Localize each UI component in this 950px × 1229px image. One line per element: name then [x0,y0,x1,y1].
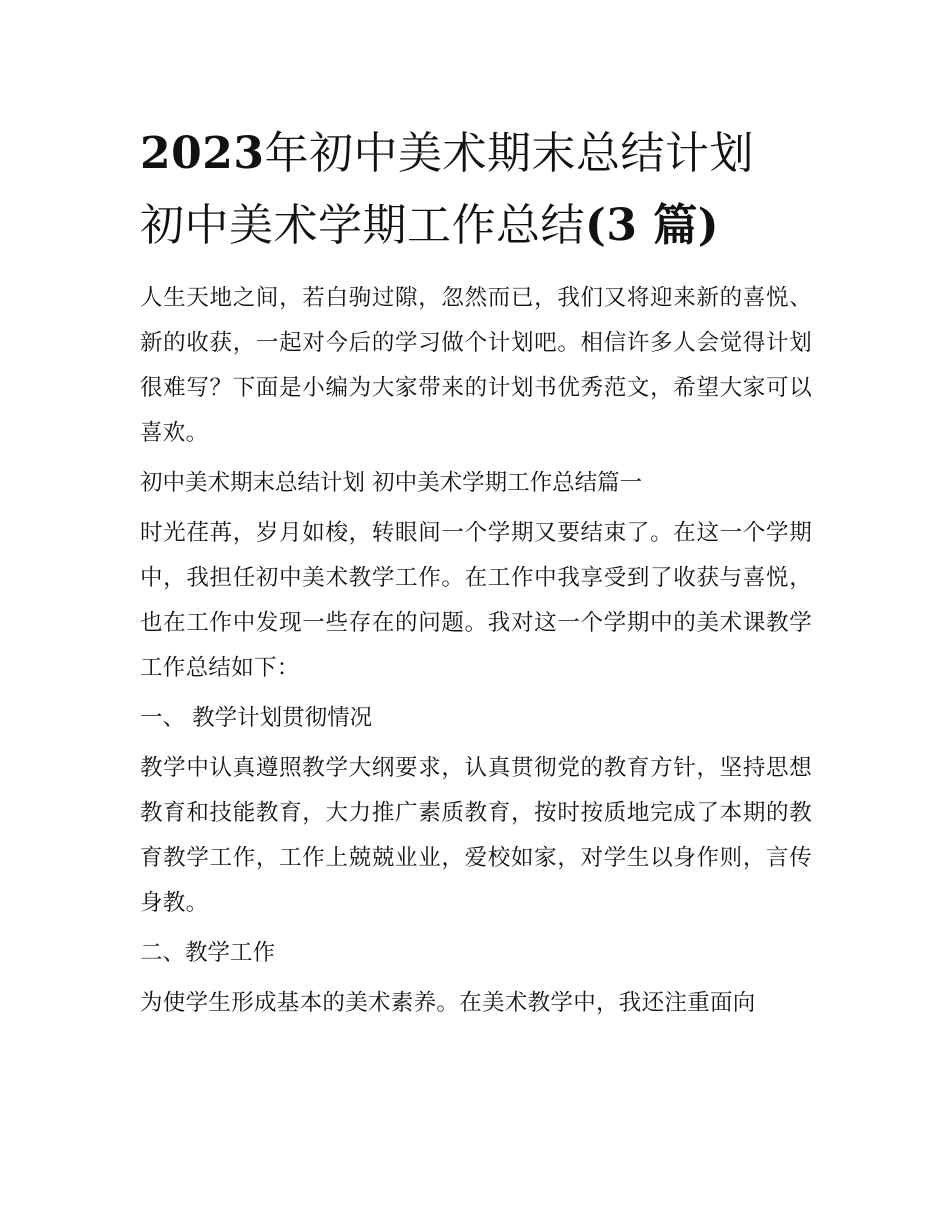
body-paragraph-3: 为使学生形成基本的美术素养。在美术教学中，我还注重面向 [140,990,756,1016]
body-paragraph-1: 时光荏苒，岁月如梭，转眼间一个学期又要结束了。在这一个学期中，我担任初中美术教学工作。在工作中我享受到了收获与喜悦，也在工作中发现一些存在的问题。我对这一个学期中的美术课教学工作总结如下： [140,520,812,681]
section-title: 初中美术期末总结计划 初中美术学期工作总结篇一 [140,470,643,496]
title-line-1 [140,118,812,190]
intro-paragraph: 人生天地之间，若白驹过隙，忽然而已，我们又将迎来新的喜悦、新的收获，一起对今后的学习做个计划吧。相信许多人会觉得计划很难写？下面是小编为大家带来的计划书优秀范文，希望大家可以喜欢。 [140,285,812,446]
document-page [140,118,812,1026]
title-line-2-text: 初中美术学期工作总结 [140,200,585,251]
title-year: 2023 [140,128,265,179]
section-heading-1: 一、 教学计划贯彻情况 [140,705,373,731]
body-paragraph-2: 教学中认真遵照教学大纲要求，认真贯彻党的教育方针，坚持思想教育和技能教育，大力推广素质教育，按时按质地完成了本期的教育教学工作，工作上兢兢业业，爱校如家，对学生以身作则，言传身教。 [140,755,812,916]
document-title [140,118,812,262]
title-line-2 [140,190,812,262]
section-heading-2: 二、教学工作 [140,940,276,966]
title-count-suffix: (3 篇) [585,200,720,251]
title-spacer [140,262,812,276]
title-line-1-text: 年初中美术期末总结计划 [264,128,754,179]
